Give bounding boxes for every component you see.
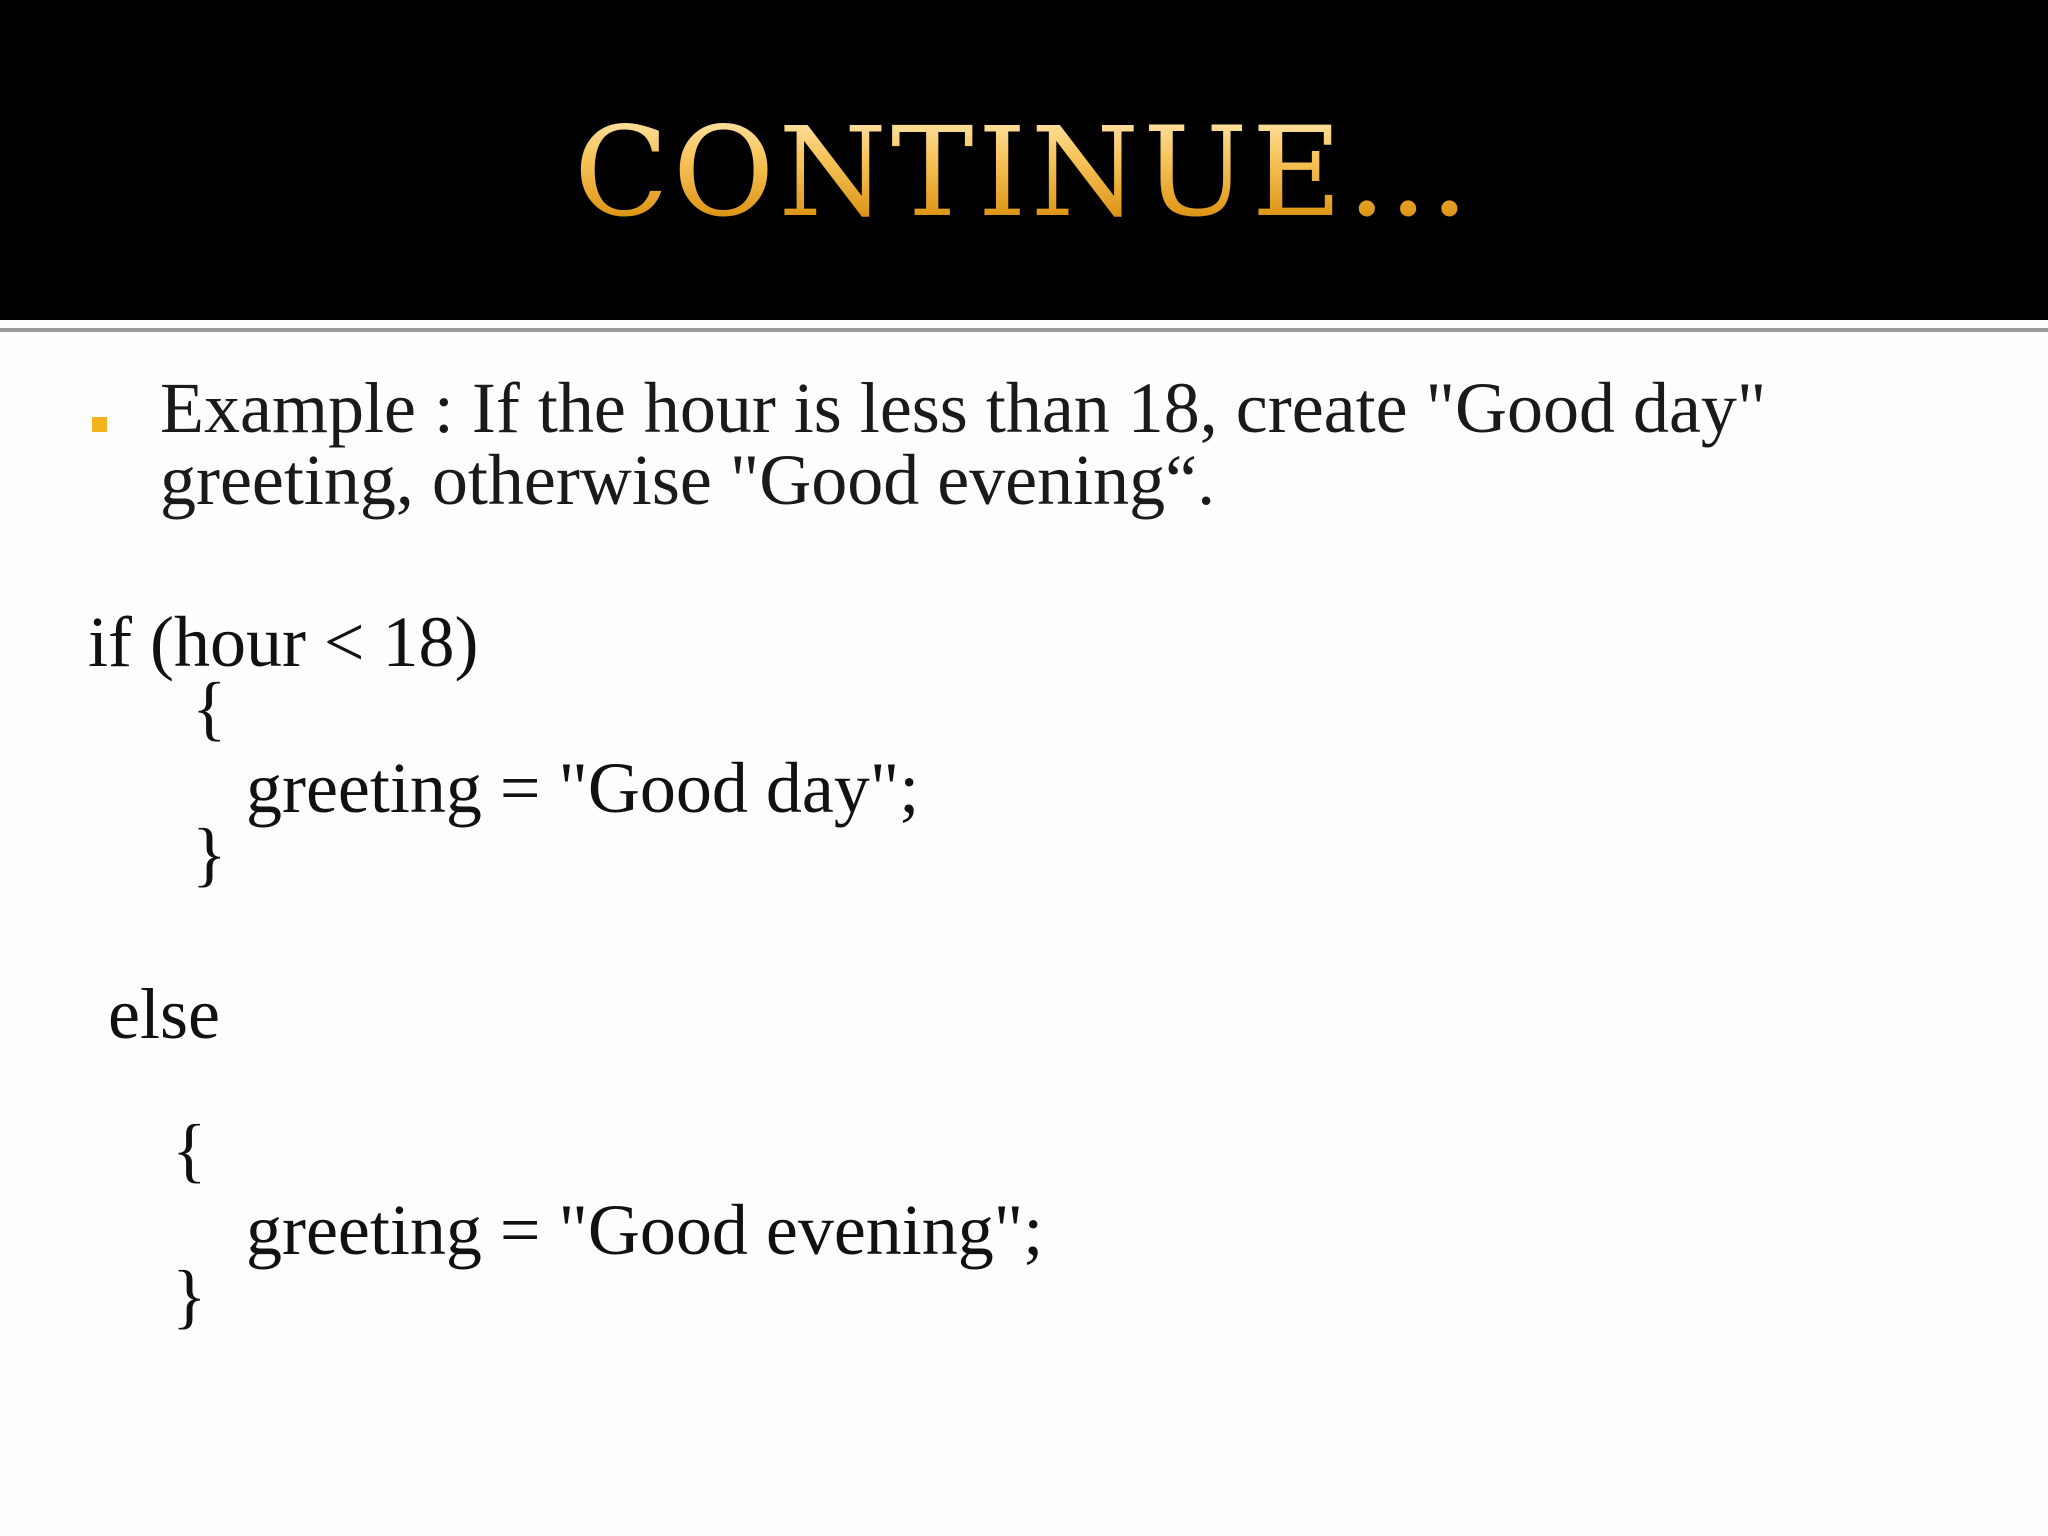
code-else-line: else — [108, 974, 220, 1054]
slide-title: CONTINUE… — [574, 98, 1474, 248]
code-if-close-brace: } — [192, 814, 227, 894]
bullet-text: Example : If the hour is less than 18, create "Good day" greeting, otherwise "Good evening“. — [160, 368, 1767, 520]
slide-title-reflection — [0, 212, 2048, 272]
code-else-close-brace: } — [172, 1256, 207, 1336]
code-else-body: greeting = "Good evening"; — [246, 1190, 1044, 1270]
code-else-open-brace: { — [172, 1110, 207, 1190]
code-if-body: greeting = "Good day"; — [246, 748, 920, 828]
code-if-open-brace: { — [192, 668, 227, 748]
code-if-line: if (hour < 18) — [88, 602, 479, 682]
bullet-marker-icon — [92, 417, 107, 432]
title-divider — [0, 328, 2048, 332]
